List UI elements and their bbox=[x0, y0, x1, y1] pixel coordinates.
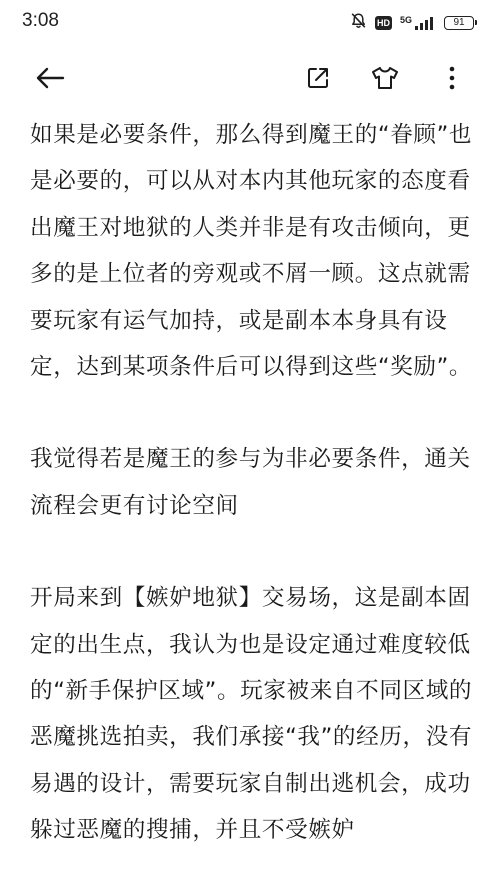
battery-icon bbox=[444, 16, 474, 30]
signal-icon bbox=[400, 16, 436, 30]
more-vertical-icon bbox=[448, 65, 456, 95]
status-bar bbox=[0, 0, 500, 44]
top-app-bar bbox=[0, 52, 500, 108]
theme-button[interactable] bbox=[367, 62, 403, 98]
status-icons bbox=[350, 12, 474, 33]
hd-badge: HD bbox=[376, 17, 390, 28]
article-paragraph: 如果是必要条件，那么得到魔王的“眷顾”也是必要的，可以从对本内其他玩家的态度看出魔王对地狱的人类并非是有攻击倾向，更多的是上位者的旁观或不屑一顾。这点就需要玩家有运气加持，或是副本本身具有设定，达到某项条件后可以得到这些“奖励”。 bbox=[30, 122, 473, 381]
article-body bbox=[30, 112, 475, 854]
status-time: 3:08 bbox=[22, 10, 59, 31]
bell-muted-icon bbox=[350, 12, 367, 33]
article-paragraph: 我觉得若是魔王的参与为非必要条件，通关流程会更有讨论空间 bbox=[30, 446, 471, 519]
back-button[interactable] bbox=[32, 62, 68, 98]
battery-level: 91 bbox=[453, 16, 465, 28]
more-options-button[interactable] bbox=[434, 62, 470, 98]
share-button[interactable] bbox=[300, 62, 336, 98]
share-icon bbox=[305, 65, 331, 95]
theme-shirt-icon bbox=[370, 65, 400, 95]
article-paragraph: 开局来到【嫉妒地狱】交易场，这是副本固定的出生点，我认为也是设定通过难度较低的“新手保护区域”。玩家被来自不同区域的恶魔挑选拍卖，我们承接“我”的经历，没有易遇的设计，需要玩家自制出逃机会，成功躲过恶魔的搜捕，并且不受嫉妒 bbox=[30, 585, 473, 844]
back-arrow-icon bbox=[34, 66, 66, 94]
network-type-label: 5G bbox=[399, 14, 412, 25]
